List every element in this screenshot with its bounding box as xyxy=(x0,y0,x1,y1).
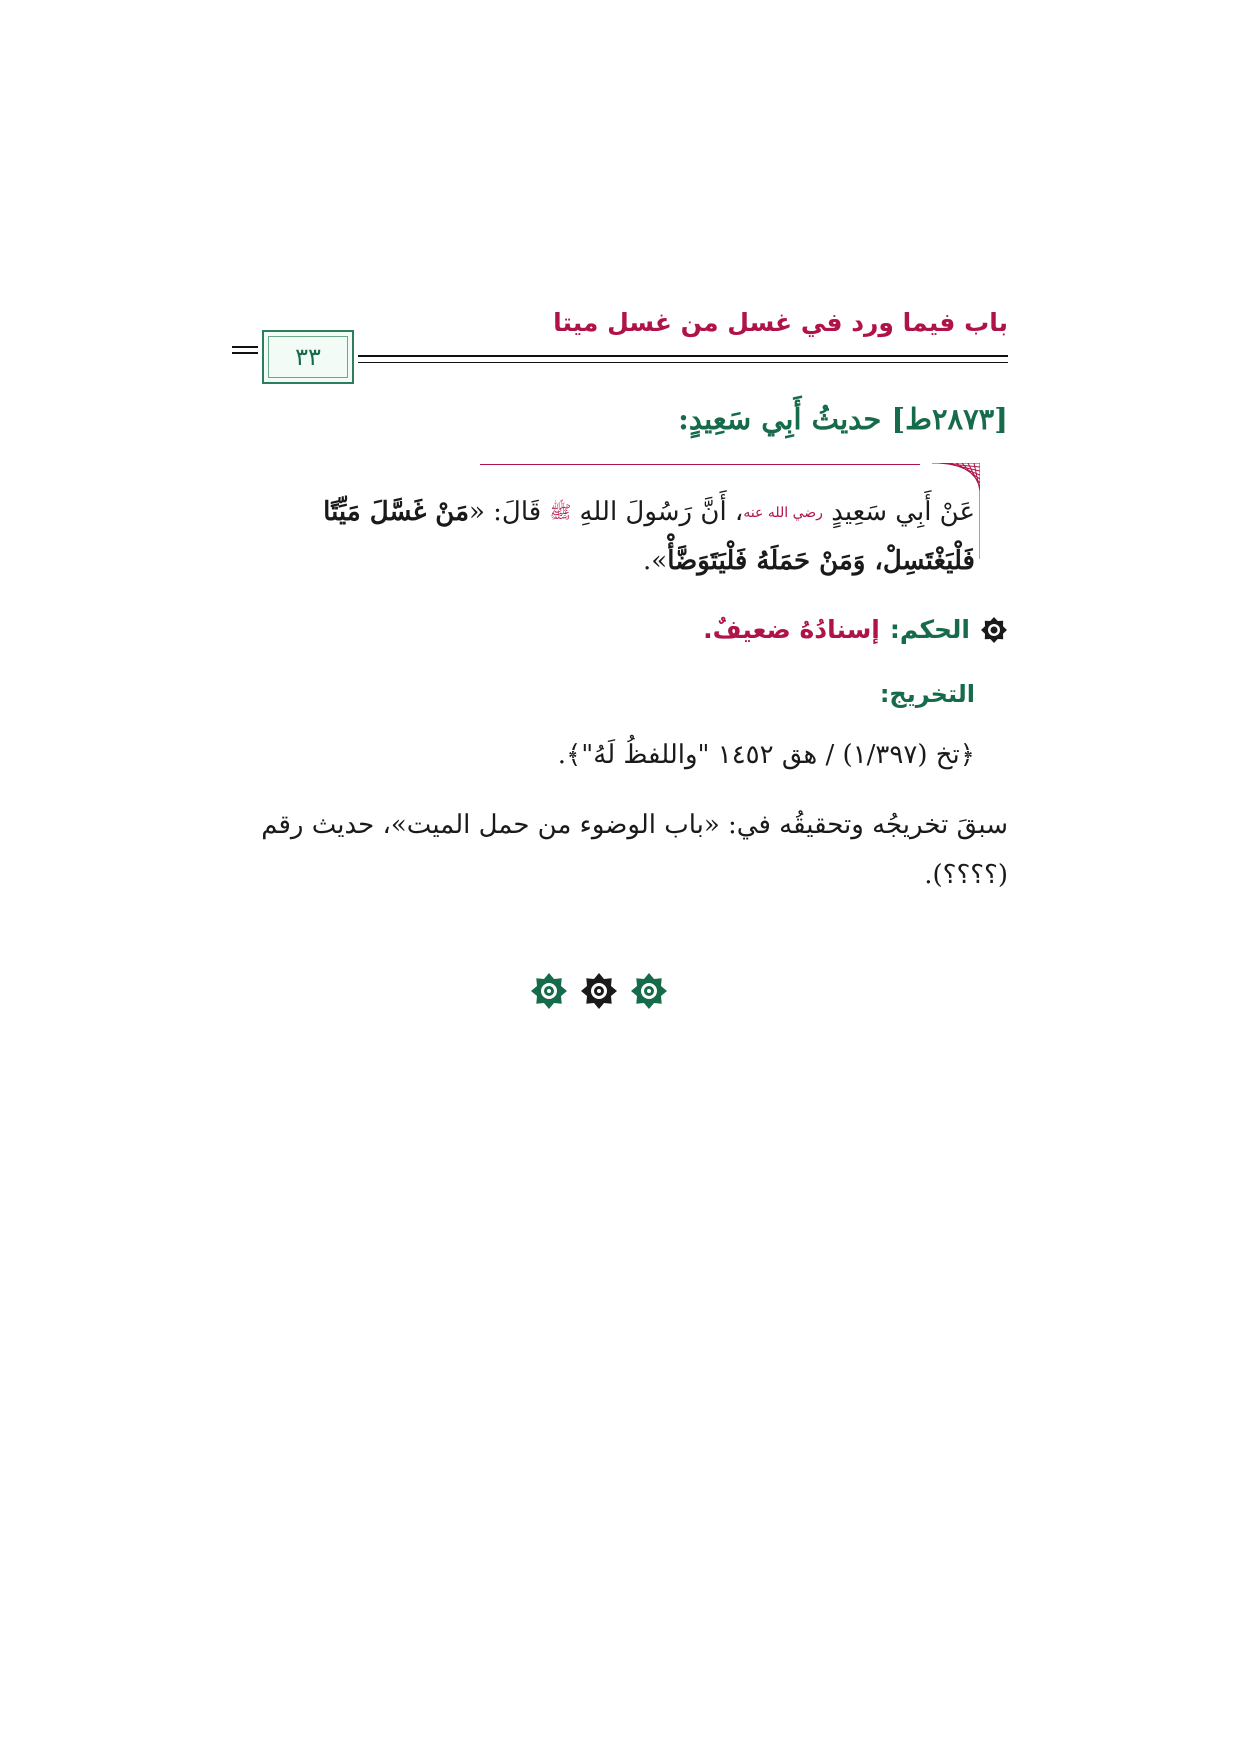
ruling-label: الحكم: xyxy=(889,615,970,644)
hadith-matn: مَنْ غَسَّلَ مَيِّتًا فَلْيَغْتَسِلْ، وَمَنْ حَمَلَهُ فَلْيَتَوَضَّأْ xyxy=(323,497,975,576)
star-ornament-icon xyxy=(530,972,568,1010)
header-rule-right-top xyxy=(358,355,1008,357)
note-line-1: سبقَ تخريجُه وتحقيقُه في: «باب الوضوء من حمل الميت»، حديث رقم xyxy=(261,810,1008,840)
chapter-title: باب فيما ورد في غسل من غسل ميتا xyxy=(553,308,1008,337)
star-ornament-icon xyxy=(980,616,1008,644)
cross-reference-note xyxy=(232,800,1008,900)
star-ornament-icon xyxy=(630,972,668,1010)
page-number: ٣٣ xyxy=(295,343,321,371)
isnad-part-1: عَنْ أَبِي سَعِيدٍ xyxy=(831,497,975,527)
ruling-value: إسنادُهُ ضعيفٌ. xyxy=(703,615,880,644)
header-rule-left-top xyxy=(232,346,258,348)
isnad-part-3: قَالَ: « xyxy=(469,497,542,527)
header-rule-left-bottom xyxy=(232,352,258,354)
ruling-line xyxy=(703,615,1008,644)
end-ornaments xyxy=(530,972,668,1010)
note-line-2: (؟؟؟؟). xyxy=(924,860,1008,890)
companion-honorific: رضي الله عنه xyxy=(743,505,823,521)
hadith-text xyxy=(235,488,975,585)
header-rule-right-bottom xyxy=(358,362,1008,363)
heading-divider xyxy=(480,464,920,465)
page-number-frame xyxy=(262,330,354,384)
quote-closing: ». xyxy=(643,546,668,576)
star-ornament-icon xyxy=(580,972,618,1010)
isnad-part-2: ، أَنَّ رَسُولَ اللهِ xyxy=(579,497,744,527)
hadith-heading: [٢٨٧٣ط] حديثُ أَبِي سَعِيدٍ: xyxy=(678,402,1008,436)
sources-line: ﴿تخ (١/٣٩٧) / هق ١٤٥٢ "واللفظُ لَهُ"﴾. xyxy=(557,740,975,770)
prophet-honorific: ﷺ xyxy=(549,502,572,523)
takhrij-heading: التخريج: xyxy=(879,680,975,708)
